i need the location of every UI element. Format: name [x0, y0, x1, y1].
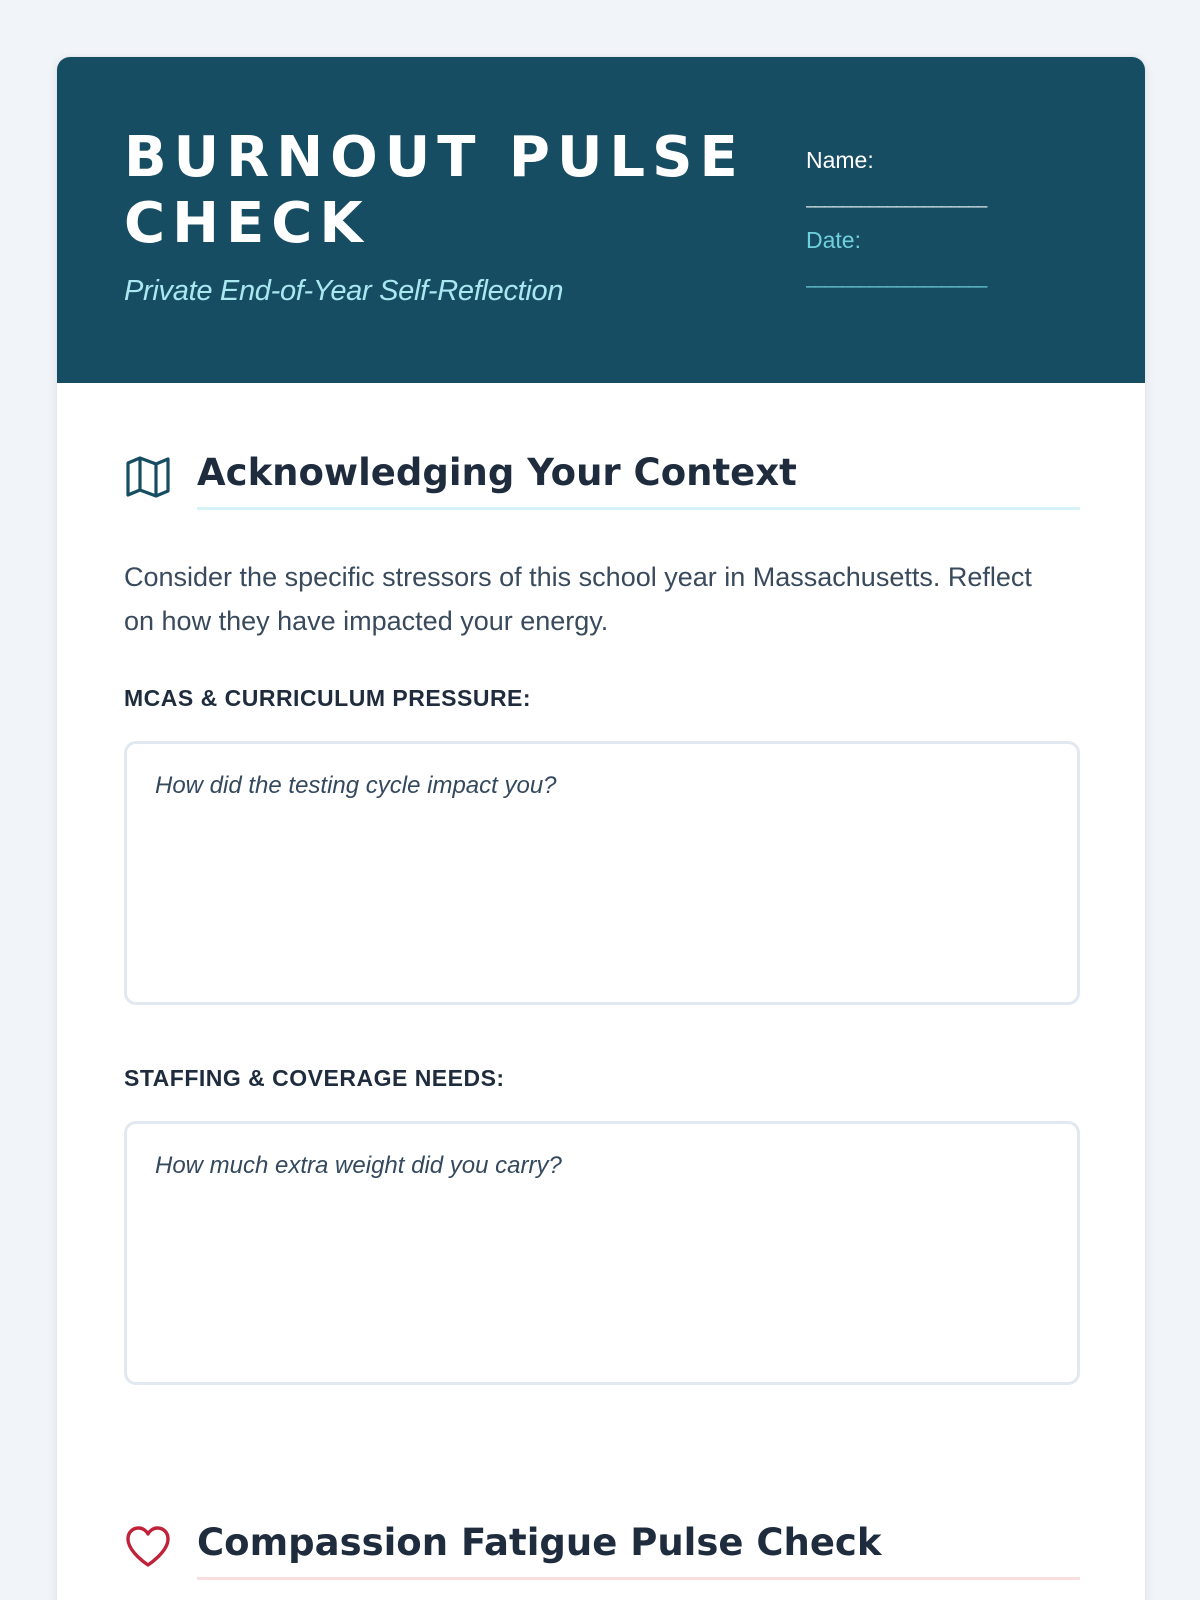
section-divider	[197, 1577, 1080, 1580]
mcas-pressure-label: MCAS & CURRICULUM PRESSURE:	[124, 685, 532, 711]
name-blank-line: ____________________	[806, 188, 987, 208]
context-section-header	[124, 451, 1080, 511]
context-section-title: Acknowledging Your Context	[197, 451, 797, 494]
worksheet-card	[56, 56, 1146, 1600]
date-field[interactable]	[806, 227, 1096, 288]
page-subtitle: Private End-of-Year Self-Reflection	[124, 275, 564, 307]
mcas-pressure-textarea[interactable]	[124, 741, 1080, 1005]
section-divider	[197, 507, 1080, 510]
compassion-section-header	[124, 1521, 1080, 1581]
date-label: Date:	[806, 227, 861, 253]
heart-icon	[124, 1523, 172, 1571]
staffing-needs-textarea[interactable]	[124, 1121, 1080, 1385]
compassion-section-title: Compassion Fatigue Pulse Check	[197, 1521, 882, 1564]
map-icon	[124, 453, 172, 501]
context-intro-text: Consider the specific stressors of this school year in Massachusetts. Reflect on how they have impacted your energy.	[124, 562, 1032, 636]
staffing-needs-label: STAFFING & COVERAGE NEEDS:	[124, 1065, 505, 1091]
name-field[interactable]	[806, 147, 1096, 208]
date-blank-line: ____________________	[806, 268, 987, 288]
page-title: BURNOUT PULSE CHECK	[124, 125, 745, 256]
header-banner	[57, 57, 1145, 383]
name-label: Name:	[806, 147, 874, 173]
